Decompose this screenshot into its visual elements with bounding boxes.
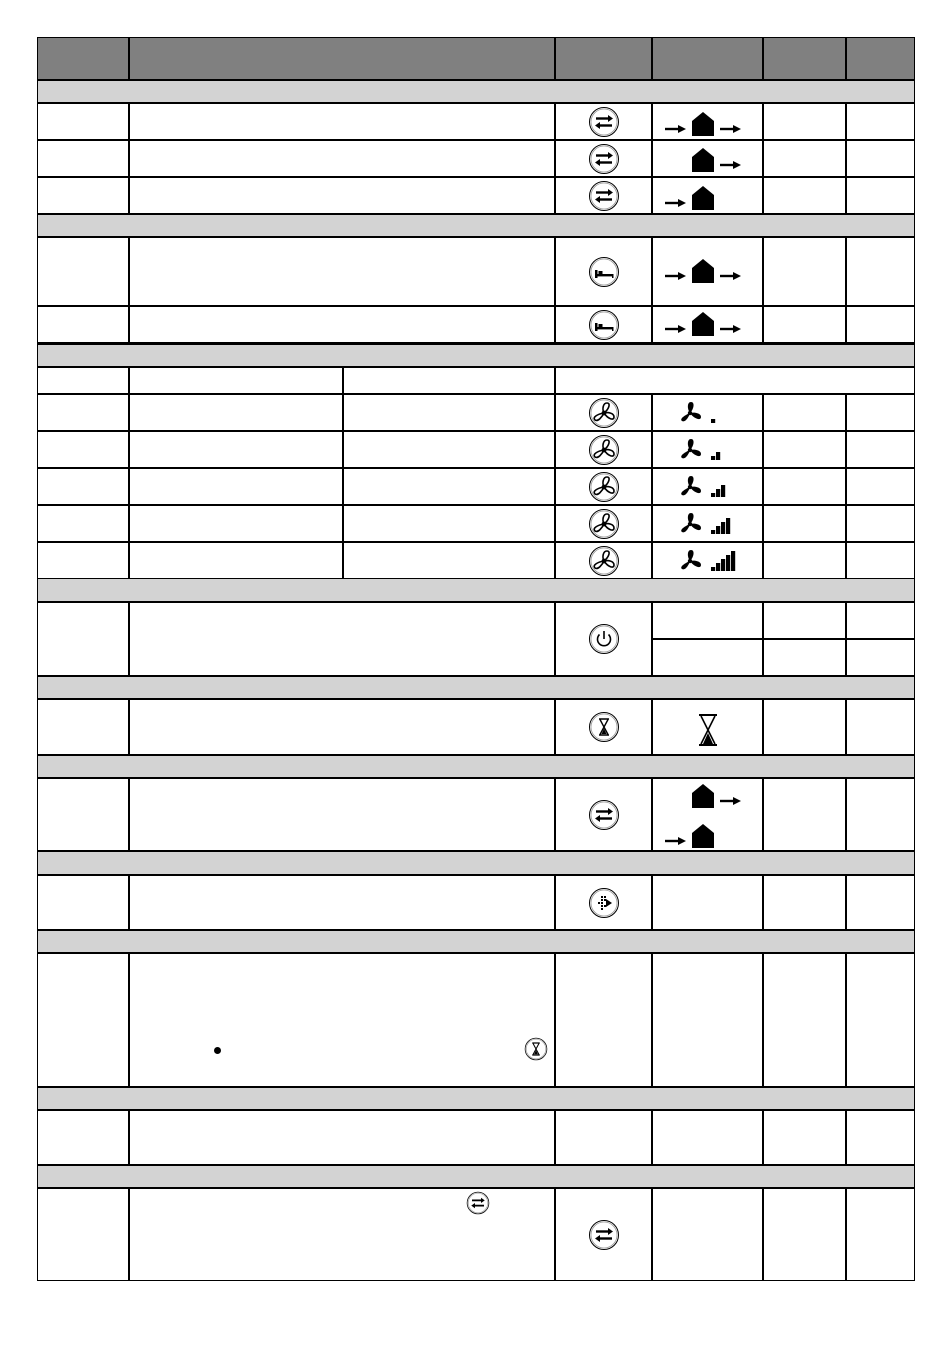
speed-bar	[716, 489, 720, 497]
table-row-description-cell	[129, 1188, 555, 1281]
table-row-display-cell	[652, 306, 763, 343]
fan-speed-3-icon	[679, 473, 749, 501]
table-row-display-cell	[652, 1188, 763, 1281]
table-row-mode-cell	[37, 778, 129, 851]
header-cell-2	[129, 37, 555, 80]
bed-circle-icon	[588, 256, 620, 288]
bullet-icon	[214, 1047, 221, 1054]
table-row-button-cell	[555, 953, 652, 1087]
speed-bar	[711, 567, 715, 571]
table-row-extra-cell	[763, 394, 846, 431]
table-row-extra-cell	[763, 602, 846, 639]
table-row-button-cell	[555, 505, 652, 542]
subheader-cell	[555, 367, 915, 394]
table-row-extra-cell	[846, 1188, 915, 1281]
table-row-mode-cell	[37, 140, 129, 177]
house-both-arrows-icon	[665, 311, 755, 340]
table-row-button-cell	[555, 602, 652, 676]
exchange-circle-icon	[588, 1219, 620, 1251]
table-row-display-cell	[652, 431, 763, 468]
table-row-display-cell	[652, 699, 763, 755]
header-cell-6	[846, 37, 915, 80]
table-row-extra-cell	[763, 468, 846, 505]
table-row-description-cell	[129, 103, 555, 140]
table-row-mode-cell	[37, 875, 129, 930]
table-row-display-cell	[652, 953, 763, 1087]
bed-circle-icon	[588, 309, 620, 341]
table-row-mode-cell	[37, 699, 129, 755]
house-both-arrows-icon	[665, 111, 755, 140]
table-row-extra-cell	[846, 602, 915, 639]
table-row-extra-cell	[763, 639, 846, 676]
table-row-display-cell	[652, 875, 763, 930]
table-row-display-cell	[652, 177, 763, 214]
speed-bar	[721, 485, 725, 497]
speed-bar	[711, 419, 715, 423]
fan-speed-5-icon	[679, 547, 749, 575]
table-row-extra-cell	[763, 140, 846, 177]
table-row-display-cell	[652, 778, 763, 851]
table-row-mode-cell	[37, 237, 129, 306]
table-row-extra-cell	[763, 542, 846, 579]
hourglass-circle-icon	[524, 1037, 548, 1061]
table-row-extra-cell	[846, 639, 915, 676]
table-row-description-cell	[129, 778, 555, 851]
table-row-extra-cell	[763, 953, 846, 1087]
section-heading	[37, 676, 915, 699]
table-row-button-cell	[555, 468, 652, 505]
table-row-extra-cell	[846, 1110, 915, 1165]
section-heading	[37, 1165, 915, 1188]
table-row-extra-cell	[846, 103, 915, 140]
table-row-mode-cell	[37, 306, 129, 343]
table-row-extra-cell	[763, 778, 846, 851]
table-row-mode-cell	[37, 431, 129, 468]
table-row-extra-cell	[763, 875, 846, 930]
table-row-display-cell	[652, 140, 763, 177]
house-inflow-arrow-icon	[665, 823, 721, 852]
table-row-button-cell	[555, 177, 652, 214]
table-row-display-cell	[652, 394, 763, 431]
fan-circle-icon	[588, 545, 620, 577]
header-cell-3	[555, 37, 652, 80]
filter-circle-icon	[588, 887, 620, 919]
table-row-description-cell	[129, 140, 555, 177]
section-heading	[37, 755, 915, 778]
speed-bar	[711, 456, 715, 460]
table-row-display-cell	[652, 468, 763, 505]
table-row-description-cell	[343, 505, 555, 542]
section-heading	[37, 343, 915, 367]
table-row-description-cell	[129, 1110, 555, 1165]
table-row-button-cell	[555, 778, 652, 851]
section-heading	[37, 930, 915, 953]
table-row-extra-cell	[763, 1110, 846, 1165]
section-heading	[37, 578, 915, 602]
table-row-mode-cell	[37, 1188, 129, 1281]
fan-circle-icon	[588, 397, 620, 429]
table-row-extra-cell	[846, 431, 915, 468]
table-row-extra-cell	[846, 953, 915, 1087]
subheader-cell	[129, 367, 343, 394]
house-both-arrows-icon	[665, 258, 755, 287]
section-heading	[37, 214, 915, 237]
table-row-description-cell	[129, 953, 555, 1087]
speed-bar	[716, 563, 720, 571]
header-cell-4	[652, 37, 763, 80]
table-row-extra-cell	[763, 1188, 846, 1281]
subheader-cell	[37, 367, 129, 394]
table-row-description-cell	[129, 699, 555, 755]
exchange-circle-icon	[466, 1191, 490, 1215]
table-row-display-cell	[652, 103, 763, 140]
table-row-display-cell	[652, 602, 763, 639]
table-row-display-cell	[652, 237, 763, 306]
table-row-display-cell	[652, 542, 763, 579]
table-row-name-cell	[129, 394, 343, 431]
fan-speed-2-icon	[679, 436, 749, 464]
table-row-extra-cell	[846, 394, 915, 431]
table-row-display-cell	[652, 639, 763, 676]
table-row-description-cell	[129, 237, 555, 306]
table-row-extra-cell	[763, 505, 846, 542]
exchange-circle-icon	[588, 180, 620, 212]
table-row-extra-cell	[846, 875, 915, 930]
table-row-extra-cell	[846, 237, 915, 306]
table-row-name-cell	[129, 505, 343, 542]
section-heading	[37, 1087, 915, 1110]
house-inflow-arrow-icon	[665, 185, 721, 214]
table-row-description-cell	[129, 602, 555, 676]
speed-bar	[711, 530, 715, 534]
table-row-display-cell	[652, 505, 763, 542]
speed-bar	[721, 559, 725, 571]
speed-bar	[716, 526, 720, 534]
speed-bar	[726, 518, 730, 534]
ventilation-functions-table	[37, 37, 915, 1281]
subheader-cell	[343, 367, 555, 394]
table-row-extra-cell	[846, 505, 915, 542]
hourglass-icon	[697, 713, 719, 747]
table-row-extra-cell	[763, 177, 846, 214]
table-row-description-cell	[129, 306, 555, 343]
table-row-button-cell	[555, 394, 652, 431]
table-row-extra-cell	[763, 306, 846, 343]
exchange-circle-icon	[588, 106, 620, 138]
speed-bar	[726, 555, 730, 571]
house-outflow-and-inflow-icon	[691, 783, 747, 812]
table-row-button-cell	[555, 875, 652, 930]
table-row-description-cell	[343, 542, 555, 579]
table-row-extra-cell	[846, 778, 915, 851]
fan-circle-icon	[588, 508, 620, 540]
table-row-description-cell	[129, 177, 555, 214]
table-row-extra-cell	[763, 103, 846, 140]
table-row-button-cell	[555, 542, 652, 579]
fan-circle-icon	[588, 471, 620, 503]
speed-bar	[711, 493, 715, 497]
header-cell-5	[763, 37, 846, 80]
fan-speed-4-icon	[679, 510, 749, 538]
table-row-mode-cell	[37, 542, 129, 579]
table-row-button-cell	[555, 140, 652, 177]
house-outflow-arrow-icon	[691, 147, 747, 176]
table-row-mode-cell	[37, 953, 129, 1087]
table-row-mode-cell	[37, 177, 129, 214]
table-row-extra-cell	[763, 237, 846, 306]
table-row-name-cell	[129, 542, 343, 579]
section-heading	[37, 80, 915, 103]
table-row-mode-cell	[37, 505, 129, 542]
table-row-display-cell	[652, 1110, 763, 1165]
table-row-extra-cell	[846, 306, 915, 343]
table-row-description-cell	[343, 468, 555, 505]
table-row-description-cell	[129, 875, 555, 930]
fan-speed-1-icon	[679, 399, 749, 427]
table-row-extra-cell	[846, 699, 915, 755]
speed-bar	[721, 522, 725, 534]
speed-bar	[716, 452, 720, 460]
table-row-button-cell	[555, 699, 652, 755]
table-row-mode-cell	[37, 394, 129, 431]
table-row-button-cell	[555, 431, 652, 468]
exchange-circle-icon	[588, 799, 620, 831]
table-row-name-cell	[129, 468, 343, 505]
table-row-button-cell	[555, 103, 652, 140]
table-row-name-cell	[129, 431, 343, 468]
table-row-extra-cell	[763, 431, 846, 468]
table-row-mode-cell	[37, 602, 129, 676]
fan-circle-icon	[588, 434, 620, 466]
table-row-extra-cell	[846, 177, 915, 214]
table-row-description-cell	[343, 394, 555, 431]
table-row-extra-cell	[763, 699, 846, 755]
table-row-button-cell	[555, 306, 652, 343]
power-circle-icon	[588, 623, 620, 655]
header-cell-1	[37, 37, 129, 80]
table-row-button-cell	[555, 1188, 652, 1281]
table-row-button-cell	[555, 1110, 652, 1165]
exchange-circle-icon	[588, 143, 620, 175]
section-heading	[37, 851, 915, 875]
table-row-mode-cell	[37, 103, 129, 140]
table-row-extra-cell	[846, 468, 915, 505]
table-row-button-cell	[555, 237, 652, 306]
table-row-mode-cell	[37, 1110, 129, 1165]
table-row-extra-cell	[846, 542, 915, 579]
speed-bar	[731, 551, 735, 571]
hourglass-circle-icon	[588, 711, 620, 743]
table-row-description-cell	[343, 431, 555, 468]
table-row-mode-cell	[37, 468, 129, 505]
table-row-extra-cell	[846, 140, 915, 177]
